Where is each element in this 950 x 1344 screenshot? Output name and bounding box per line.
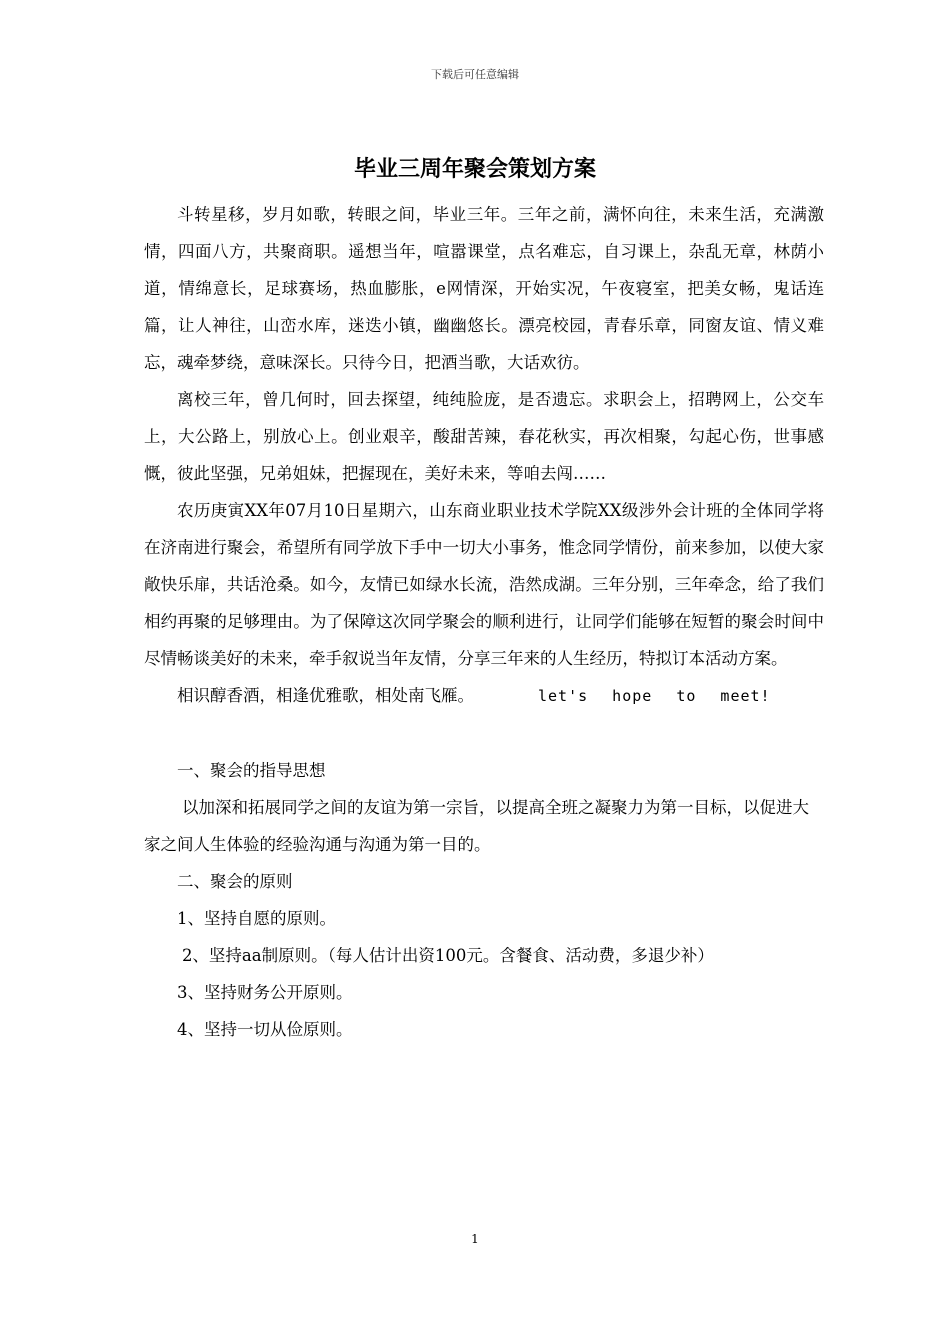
section-1-heading: 一、聚会的指导思想 <box>177 761 326 780</box>
principle-item: 2、坚持aa制原则。（每人估计出资100元。含餐食、活动费，多退少补） <box>181 946 714 965</box>
intro-paragraph-1: 斗转星移，岁月如歌，转眼之间，毕业三年。三年之前，满怀向往，未来生活，充满激情，四面八方，共聚商职。遥想当年，喧嚣课堂，点名难忘，自习课上，杂乱无章，林荫小道，情绵意长，足球赛场，热血膨胀，e网情深，开始实况，午夜寝室，把美女畅，鬼话连篇，让人神往，山峦水库，迷迭小镇，幽幽悠长。漂亮校园，青春乐章，同窗友谊、情义难忘，魂牵梦绕，意味深长。只待今日，把酒当歌，大话欢彷。 <box>144 205 824 372</box>
principle-item: 4、坚持一切从俭原则。 <box>177 1020 353 1039</box>
document-body <box>144 196 824 1048</box>
page-header-note: 下载后可任意编辑 <box>431 68 519 81</box>
intro-paragraph-2: 离校三年，曾几何时，回去探望，纯纯脸庞，是否遗忘。求职会上，招聘网上，公交车上，大公路上，别放心上。创业艰辛，酸甜苦辣，春花秋实，再次相聚，勾起心伤，世事感慨，彼此坚强，兄弟姐妹，把握现在，美好未来，等咱去闯…… <box>144 390 824 483</box>
motto-chinese: 相识醇香酒，相逢优雅歌，相处南飞雁。 <box>177 686 474 705</box>
section-1-text: 以加深和拓展同学之间的友谊为第一宗旨，以提高全班之凝聚力为第一目标，以促进大家之间人生体验的经验沟通与沟通为第一目的。 <box>144 798 809 854</box>
blank-line <box>144 715 824 752</box>
principle-item: 1、坚持自愿的原则。 <box>177 909 336 928</box>
motto-english: let's hope to meet! <box>538 687 771 705</box>
intro-paragraph-3: 农历庚寅XX年07月10日星期六，山东商业职业技术学院XX级涉外会计班的全体同学将在济南进行聚会，希望所有同学放下手中一切大小事务，惟念同学情份，前来参加，以使大家敞快乐扉，共话沧桑。如今，友情已如绿水长流，浩然成湖。三年分别，三年牵念，给了我们相约再聚的足够理由。为了保障这次同学聚会的顺利进行，让同学们能够在短暂的聚会时间中尽情畅谈美好的未来，牵手叙说当年友情，分享三年来的人生经历，特拟订本活动方案。 <box>144 501 824 668</box>
motto-line <box>144 677 824 715</box>
section-2-heading: 二、聚会的原则 <box>177 872 293 891</box>
page-number: 1 <box>471 1232 479 1246</box>
principle-item: 3、坚持财务公开原则。 <box>177 983 353 1002</box>
document-title: 毕业三周年聚会策划方案 <box>353 156 596 182</box>
